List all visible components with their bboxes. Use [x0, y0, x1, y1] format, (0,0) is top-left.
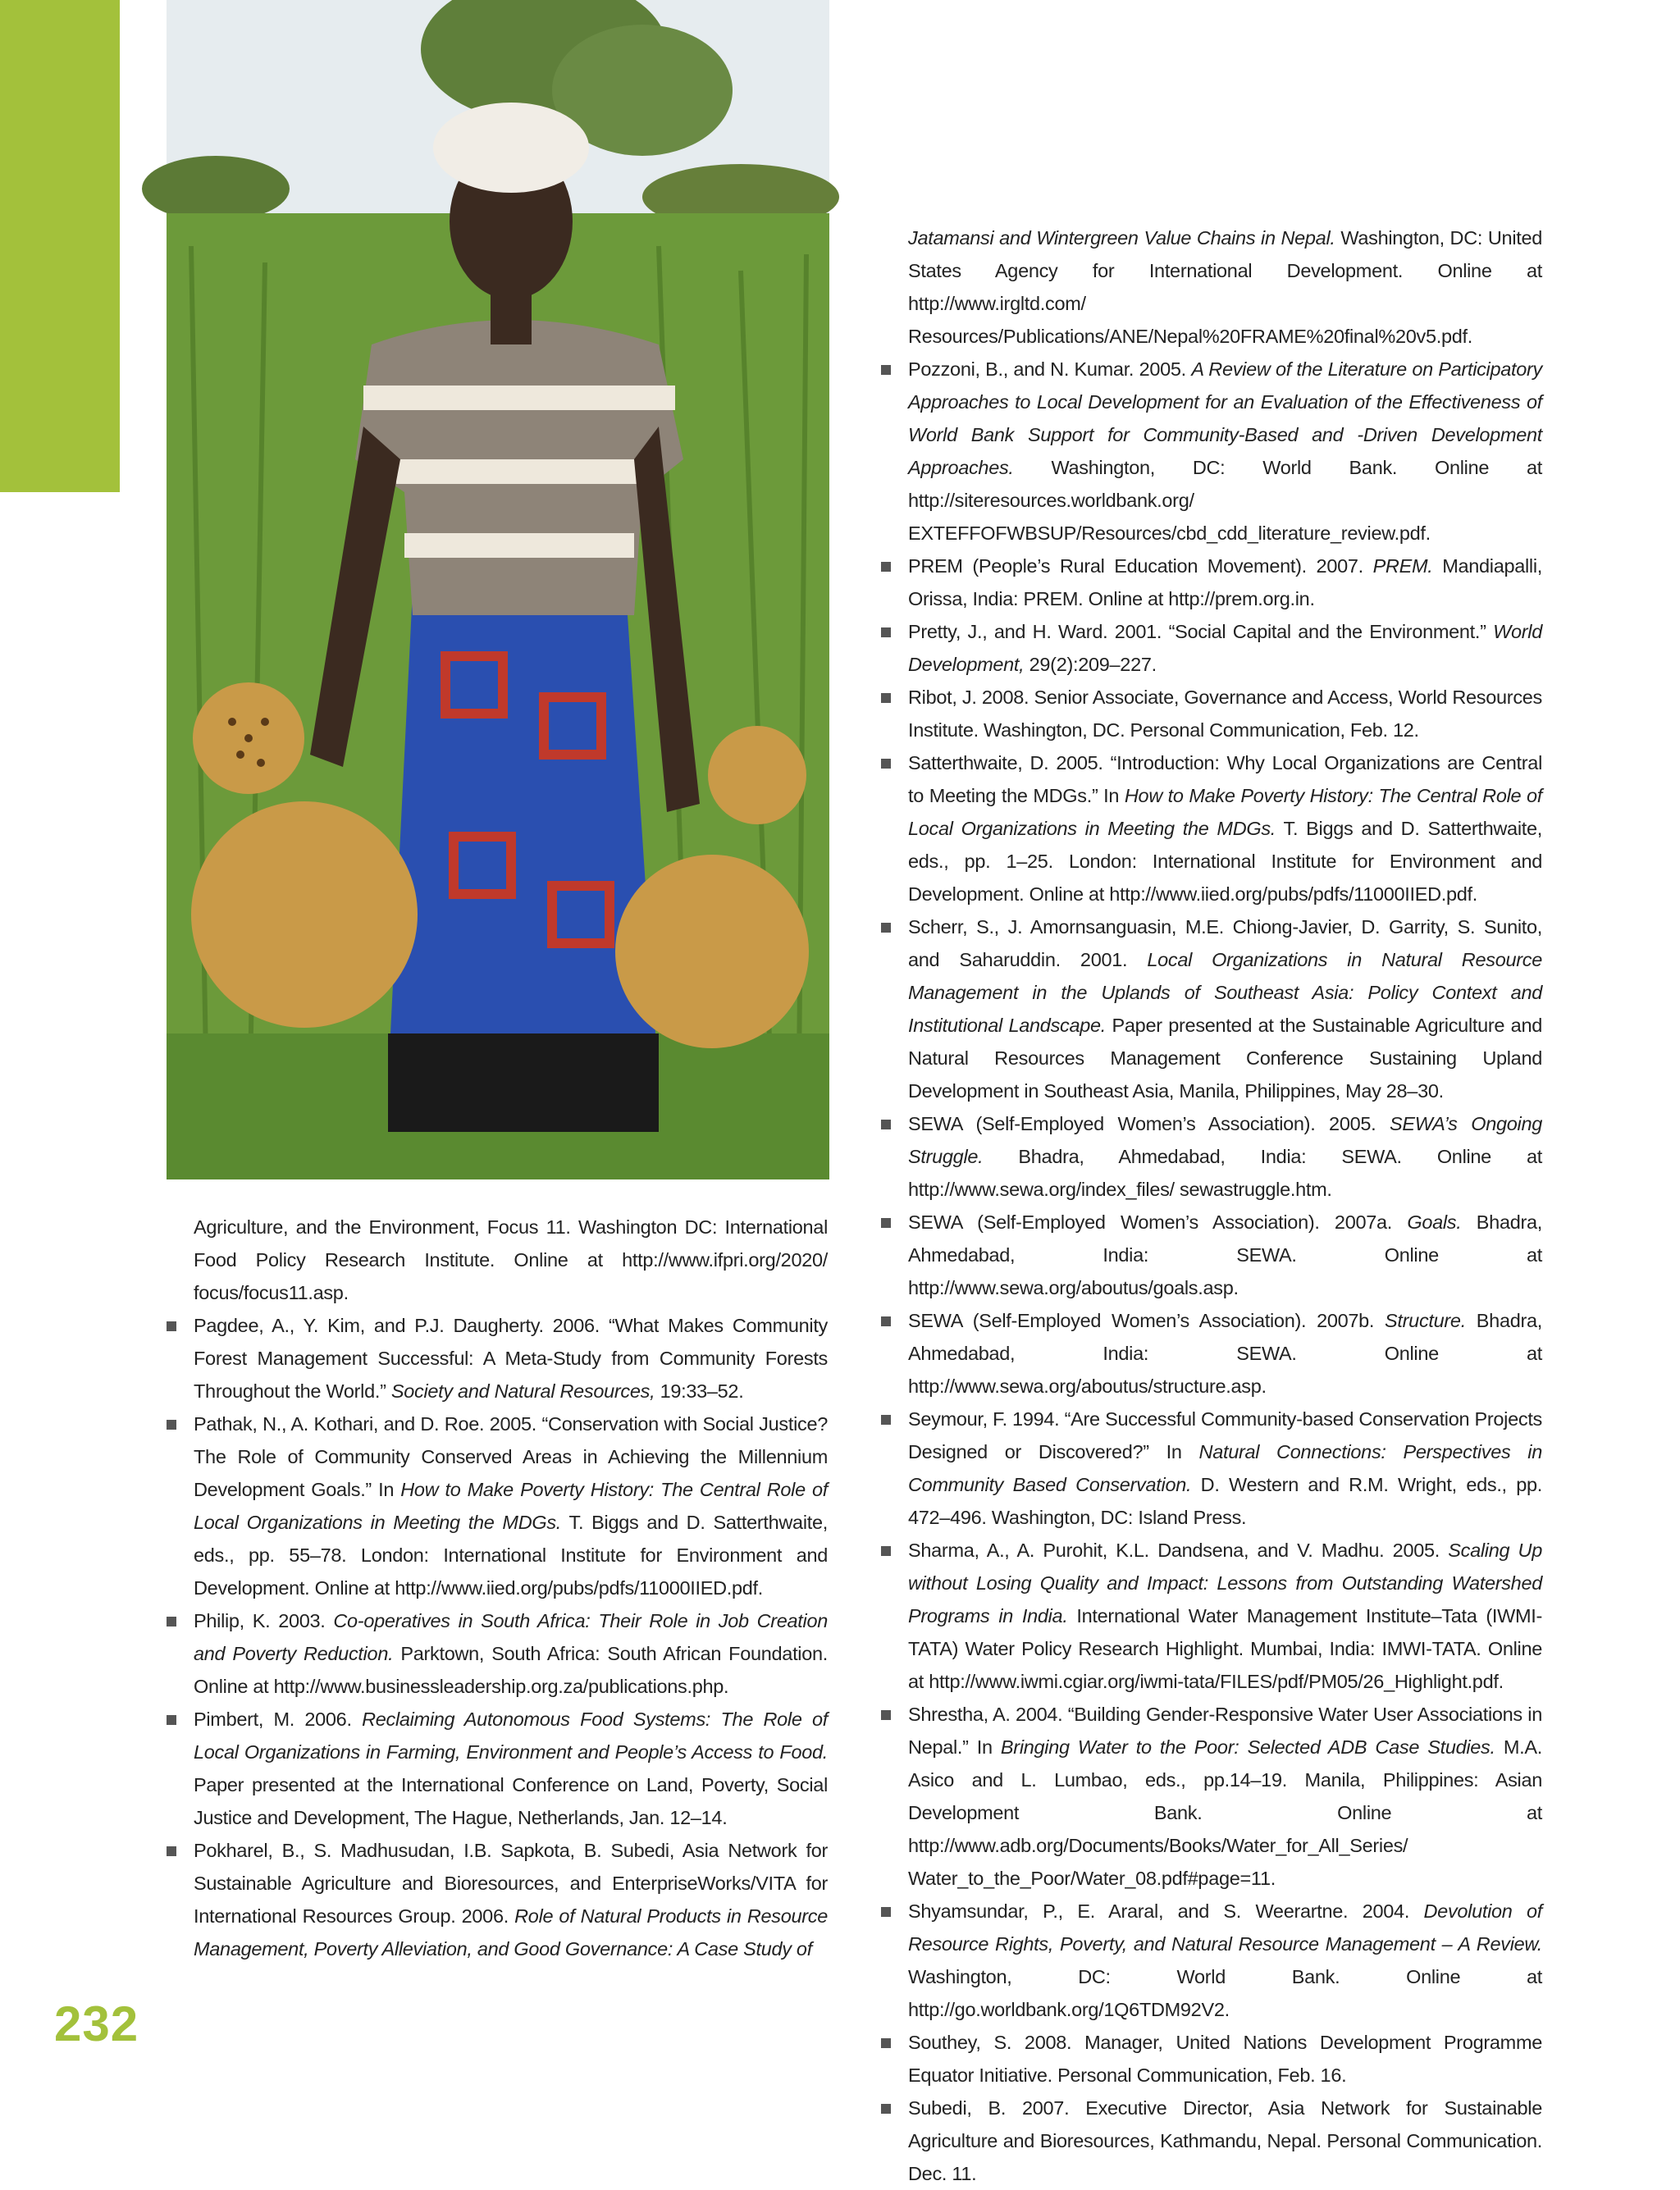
- reference-text: Southey, S. 2008. Manager, United Nations Development Programme Equator Initiative. Personal Communication, Feb. 16.: [908, 2032, 1542, 2086]
- reference-text: Scherr, S., J. Amornsanguasin, M.E. Chiong-Javier, D. Garrity, S. Sunito, and Saharuddin. 2001.: [908, 916, 1542, 970]
- section-color-tab: [0, 0, 120, 492]
- reference-title: Natural Connections: Perspectives in Community Based Conservation.: [908, 1441, 1542, 1495]
- reference-text: T. Biggs and D. Satterthwaite, eds., pp. 55–78. London: International Institute for Environment and Development. Online at http://www.iied.org/pubs/pdfs/11000IIED.pdf.: [194, 1512, 828, 1599]
- references-right-column: [881, 221, 1542, 2190]
- bullet-square-icon: [881, 1710, 891, 1720]
- reference-text: Bhadra, Ahmedabad, India: SEWA. Online at http://www.sewa.org/index_files/ sewastruggle.htm.: [908, 1146, 1542, 1200]
- reference-text: Pagdee, A., Y. Kim, and P.J. Daugherty. 2006. “What Makes Community Forest Management Successful: A Meta-Study from Community Forests Throughout the World.”: [194, 1315, 828, 1402]
- reference-text: Washington, DC: World Bank. Online at http://siteresources.worldbank.org/ EXTEFFOFWBSUP/Resources/cbd_cdd_literature_review.pdf.: [908, 457, 1542, 544]
- reference-title: Local Organizations in Natural Resource Management in the Uplands of Southeast Asia: Policy Context and Institutional Landscape.: [908, 949, 1542, 1036]
- reference-text: D. Western and R.M. Wright, eds., pp. 472–496. Washington, DC: Island Press.: [908, 1474, 1542, 1528]
- reference-entry: [881, 1107, 1542, 1206]
- reference-entry: [881, 1304, 1542, 1403]
- reference-text: SEWA (Self-Employed Women’s Association). 2007b.: [908, 1310, 1386, 1331]
- reference-text: Seymour, F. 1994. “Are Successful Community-based Conservation Projects Designed or Discovered?” In: [908, 1408, 1542, 1462]
- reference-text: International Water Management Institute–Tata (IWMI-TATA) Water Policy Research Highlight. Mumbai, India: IMWI-TATA. Online at http://www.iwmi.cgiar.org/iwmi-tata/FILES/pdf/PM05/26_Highlight.pdf.: [908, 1605, 1543, 1692]
- reference-title: Scaling Up without Losing Quality and Impact: Lessons from Outstanding Watershed Programs in India.: [908, 1540, 1542, 1627]
- bullet-square-icon: [881, 627, 891, 637]
- bullet-square-icon: [881, 693, 891, 703]
- reference-title: How to Make Poverty History: The Central Role of Local Organizations in Meeting the MDGs.: [194, 1479, 828, 1533]
- bullet-square-icon: [167, 1846, 176, 1856]
- reference-title: Role of Natural Products in Resource Management, Poverty Alleviation, and Good Governance: A Case Study of: [194, 1905, 828, 1960]
- reference-entry: [881, 550, 1542, 615]
- reference-continuation: [881, 221, 1542, 353]
- photo-illustration: [167, 0, 829, 1179]
- reference-title: SEWA’s Ongoing Struggle.: [908, 1113, 1542, 1167]
- reference-title: Structure.: [1385, 1310, 1466, 1331]
- bullet-square-icon: [881, 562, 891, 572]
- reference-entry: [881, 2026, 1542, 2092]
- reference-text: 29(2):209–227.: [1024, 654, 1157, 675]
- reference-entry: [881, 1206, 1542, 1304]
- reference-entry: [167, 1309, 828, 1408]
- reference-text: SEWA (Self-Employed Women’s Association). 2007a.: [908, 1211, 1408, 1233]
- reference-text: Paper presented at the Sustainable Agriculture and Natural Resources Management Conference Sustaining Upland Development in Southeast Asia, Manila, Philippines, May 28–30.: [908, 1015, 1542, 1102]
- reference-text: Pimbert, M. 2006.: [194, 1709, 363, 1730]
- reference-text: Subedi, B. 2007. Executive Director, Asia Network for Sustainable Agriculture and Bioresources, Kathmandu, Nepal. Personal Communication. Dec. 11.: [908, 2097, 1542, 2184]
- reference-entry: [881, 1895, 1542, 2026]
- bullet-square-icon: [167, 1420, 176, 1430]
- reference-text: Agriculture, and the Environment, Focus 11. Washington DC: International Food Policy Research Institute. Online at http://www.ifpri.org/2020/ focus/focus11.asp.: [194, 1216, 828, 1303]
- reference-entry: [167, 1703, 828, 1834]
- reference-text: PREM (People’s Rural Education Movement). 2007.: [908, 555, 1373, 577]
- references-left-column: [167, 1211, 828, 1965]
- reference-entry: [881, 2092, 1542, 2190]
- reference-entry: [881, 353, 1542, 550]
- reference-continuation: [167, 1211, 828, 1309]
- reference-title: Bringing Water to the Poor: Selected ADB Case Studies.: [1000, 1736, 1495, 1758]
- reference-text: Mandiapalli, Orissa, India: PREM. Online at http://prem.org.in.: [908, 555, 1542, 609]
- bullet-square-icon: [167, 1321, 176, 1331]
- reference-text: Satterthwaite, D. 2005. “Introduction: Why Local Organizations are Central to Meeting the MDGs.” In: [908, 752, 1542, 806]
- reference-text: M.A. Asico and L. Lumbao, eds., pp.14–19. Manila, Philippines: Asian Development Bank. Online at http://www.adb.org/Documents/Books/Water_for_All_Series/ Water_to_the_Poor/Water_08.pdf#page=11.: [908, 1736, 1542, 1889]
- reference-text: Bhadra, Ahmedabad, India: SEWA. Online at http://www.sewa.org/aboutus/structure.asp.: [908, 1310, 1543, 1397]
- reference-title: World Development,: [908, 621, 1542, 675]
- reference-entry: [881, 1698, 1542, 1895]
- reference-entry: [881, 615, 1542, 681]
- bullet-square-icon: [167, 1715, 176, 1725]
- reference-text: Philip, K. 2003.: [194, 1610, 334, 1631]
- reference-entry: [167, 1834, 828, 1965]
- bullet-square-icon: [881, 1546, 891, 1556]
- reference-text: Sharma, A., A. Purohit, K.L. Dandsena, and V. Madhu. 2005.: [908, 1540, 1449, 1561]
- reference-entry: [167, 1604, 828, 1703]
- bullet-square-icon: [881, 923, 891, 933]
- reference-title: How to Make Poverty History: The Central Role of Local Organizations in Meeting the MDGs.: [908, 785, 1542, 839]
- reference-title: Reclaiming Autonomous Food Systems: The Role of Local Organizations in Farming, Environment and People’s Access to Food.: [194, 1709, 828, 1763]
- reference-text: Ribot, J. 2008. Senior Associate, Governance and Access, World Resources Institute. Washington, DC. Personal Communication, Feb. 12.: [908, 687, 1542, 741]
- reference-text: Pozzoni, B., and N. Kumar. 2005.: [908, 358, 1192, 380]
- bullet-square-icon: [881, 1415, 891, 1425]
- bullet-square-icon: [881, 1316, 891, 1326]
- reference-text: Bhadra, Ahmedabad, India: SEWA. Online at http://www.sewa.org/aboutus/goals.asp.: [908, 1211, 1543, 1298]
- reference-entry: [881, 1403, 1542, 1534]
- reference-text: Paper presented at the International Conference on Land, Poverty, Social Justice and Development, The Hague, Netherlands, Jan. 12–14.: [194, 1774, 828, 1828]
- reference-text: Pretty, J., and H. Ward. 2001. “Social Capital and the Environment.”: [908, 621, 1494, 642]
- reference-title: Devolution of Resource Rights, Poverty, and Natural Resource Management – A Review.: [908, 1900, 1542, 1955]
- reference-title: PREM.: [1372, 555, 1433, 577]
- reference-title: Jatamansi and Wintergreen Value Chains in Nepal.: [908, 227, 1335, 249]
- reference-text: Washington, DC: World Bank. Online at http://go.worldbank.org/1Q6TDM92V2.: [908, 1966, 1542, 2020]
- reference-title: Goals.: [1407, 1211, 1462, 1233]
- reference-text: Shrestha, A. 2004. “Building Gender-Responsive Water User Associations in Nepal.” In: [908, 1704, 1542, 1758]
- reference-text: T. Biggs and D. Satterthwaite, eds., pp. 1–25. London: International Institute for Environment and Development. Online at http://www.iied.org/pubs/pdfs/11000IIED.pdf.: [908, 818, 1542, 905]
- reference-title: A Review of the Literature on Participatory Approaches to Local Development for an Evaluation of the Effectiveness of World Bank Support for Community-Based and -Driven Development Approaches.: [908, 358, 1542, 478]
- bullet-square-icon: [881, 365, 891, 375]
- bullet-square-icon: [881, 1218, 891, 1228]
- reference-text: 19:33–52.: [655, 1380, 744, 1402]
- reference-text: Pokharel, B., S. Madhusudan, I.B. Sapkota, B. Subedi, Asia Network for Sustainable Agriculture and Bioresources, and EnterpriseWorks/VITA for International Resources Group. 2006.: [194, 1840, 828, 1927]
- reference-text: Shyamsundar, P., E. Araral, and S. Weerartne. 2004.: [908, 1900, 1424, 1922]
- bullet-square-icon: [881, 1907, 891, 1917]
- reference-title: Co-operatives in South Africa: Their Role in Job Creation and Poverty Reduction.: [194, 1610, 828, 1664]
- reference-text: SEWA (Self-Employed Women’s Association). 2005.: [908, 1113, 1390, 1134]
- reference-title: Society and Natural Resources,: [390, 1380, 655, 1402]
- reference-entry: [881, 681, 1542, 746]
- reference-text: Washington, DC: United States Agency for International Development. Online at http://www.irgltd.com/ Resources/Publications/ANE/Nepal%20FRAME%20final%20v5.pdf.: [908, 227, 1543, 347]
- page-number: 232: [54, 1996, 139, 2051]
- reference-entry: [881, 746, 1542, 910]
- bullet-square-icon: [167, 1617, 176, 1627]
- reference-text: Parktown, South Africa: South African Foundation. Online at http://www.businessleadership.org.za/publications.php.: [194, 1643, 828, 1697]
- bullet-square-icon: [881, 759, 891, 769]
- bullet-square-icon: [881, 2038, 891, 2048]
- reference-entry: [167, 1408, 828, 1604]
- bullet-square-icon: [881, 2104, 891, 2114]
- reference-entry: [881, 910, 1542, 1107]
- reference-text: Pathak, N., A. Kothari, and D. Roe. 2005. “Conservation with Social Justice? The Role of Community Conserved Areas in Achieving the Millennium Development Goals.” In: [194, 1413, 828, 1500]
- bullet-square-icon: [881, 1120, 891, 1129]
- reference-entry: [881, 1534, 1542, 1698]
- photo-woman-with-gourds: [167, 0, 829, 1179]
